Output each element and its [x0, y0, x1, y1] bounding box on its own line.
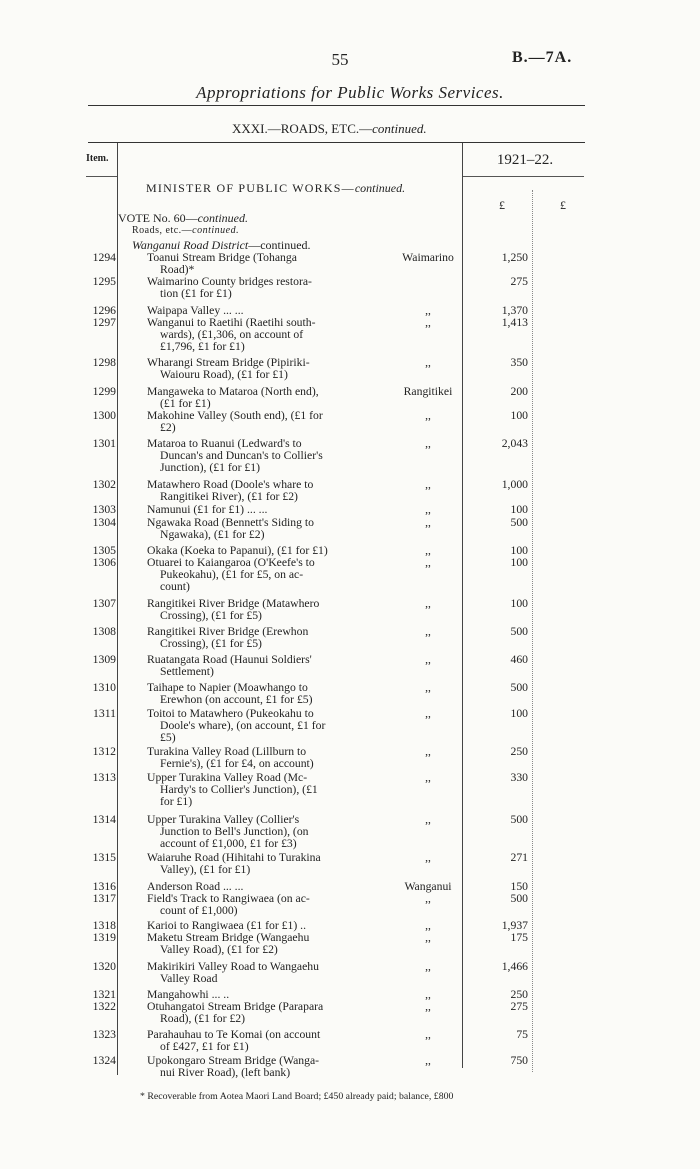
item-amount: 75 [516, 1028, 528, 1041]
item-description [147, 746, 372, 770]
item-amount: 250 [510, 988, 528, 1001]
item-number: 1315 [92, 851, 116, 864]
item-amount: 275 [510, 275, 528, 288]
section-title [232, 121, 427, 137]
item-district: Waimarino [402, 251, 454, 264]
item-description [147, 598, 372, 622]
item-amount: 500 [510, 813, 528, 826]
item-number: 1317 [92, 892, 116, 905]
description-line: Wanganui to Raetihi (Raetihi south- [147, 316, 316, 329]
item-amount: 100 [510, 503, 528, 516]
amount-subcolumn-divider [532, 190, 533, 1072]
item-description [147, 252, 372, 276]
item-number: 1298 [92, 356, 116, 369]
item-district: ,, [425, 745, 431, 758]
description-line: Road), (£1 for £2) [160, 1011, 246, 1025]
item-description [147, 932, 372, 956]
description-line: Waimarino County bridges restora- [147, 275, 312, 288]
item-number: 1313 [92, 771, 116, 784]
item-number: 1299 [92, 385, 116, 398]
currency-symbol-2: £ [560, 198, 566, 212]
description-line: Doole's whare), (on account, £1 for [160, 718, 326, 732]
description-line: Ngawaka), (£1 for £2) [160, 527, 265, 541]
item-number: 1321 [92, 988, 116, 1001]
item-district: ,, [425, 304, 431, 317]
description-line: Upokongaro Stream Bridge (Wanga- [147, 1054, 320, 1067]
item-number: 1302 [92, 478, 116, 491]
section-title-text: XXXI.—ROADS, ETC.— [232, 121, 373, 136]
district-heading-name: Wanganui Road District [132, 238, 249, 252]
item-description [147, 357, 372, 381]
description-line: tion (£1 for £1) [160, 286, 232, 300]
item-column-header: Item. [86, 153, 109, 164]
item-amount: 250 [510, 745, 528, 758]
description-line: Makohine Valley (South end), (£1 for [147, 409, 323, 422]
item-district: ,, [425, 478, 431, 491]
description-line: Wharangi Stream Bridge (Pipiriki- [147, 356, 310, 369]
description-line: Otuarei to Kaiangaroa (O'Keefe's to [147, 556, 315, 569]
item-district: ,, [425, 503, 431, 516]
description-line: Crossing), (£1 for £5) [160, 608, 262, 622]
description-line: Fernie's), (£1 for £4, on account) [160, 756, 314, 770]
item-number: 1301 [92, 437, 116, 450]
item-district: ,, [425, 597, 431, 610]
item-amount: 100 [510, 597, 528, 610]
description-line: count of £1,000) [160, 903, 238, 917]
item-description [147, 386, 372, 410]
item-description [147, 410, 372, 434]
item-number: 1312 [92, 745, 116, 758]
page-title: Appropriations for Public Works Services. [196, 83, 504, 102]
description-line: Crossing), (£1 for £5) [160, 636, 262, 650]
description-line: Ruatangata Road (Haunui Soldiers' [147, 653, 312, 666]
district-heading-continued: —continued. [248, 238, 311, 252]
description-line: Taihape to Napier (Moawhango to [147, 681, 308, 694]
currency-symbol-1: £ [499, 198, 505, 212]
item-amount: 500 [510, 892, 528, 905]
item-description [147, 654, 372, 678]
document-code: B.—7A. [512, 49, 573, 66]
item-district: ,, [425, 1000, 431, 1013]
description-line: Rangitikei River Bridge (Matawhero [147, 597, 320, 610]
item-district: ,, [425, 356, 431, 369]
item-amount: 100 [510, 707, 528, 720]
item-description [147, 317, 372, 352]
description-line: for £1) [160, 794, 193, 808]
item-district: ,, [425, 516, 431, 529]
item-number: 1320 [92, 960, 116, 973]
description-line: Okaka (Koeka to Papanui), (£1 for £1) [147, 544, 328, 557]
year-column-header: 1921–22. [496, 152, 554, 168]
roads-heading-continued: continued. [192, 225, 240, 236]
vote-heading-continued: continued. [197, 211, 248, 225]
item-amount: 460 [510, 653, 528, 666]
description-line: Karioi to Rangiwaea (£1 for £1) .. [147, 919, 307, 932]
description-line: Upper Turakina Valley Road (Mc- [147, 771, 308, 784]
item-amount: 175 [510, 931, 528, 944]
item-amount: 350 [510, 356, 528, 369]
description-line: £2) [160, 420, 176, 434]
vote-heading [118, 211, 248, 226]
item-description [147, 708, 372, 743]
item-amount: 1,937 [501, 919, 528, 932]
description-line: Waipapa Valley ... ... [147, 304, 244, 317]
item-description [147, 961, 372, 985]
item-description [147, 438, 372, 473]
item-description [147, 1029, 372, 1053]
item-amount: 1,466 [501, 960, 528, 973]
item-description [147, 772, 372, 807]
item-amount: 500 [510, 681, 528, 694]
item-district: ,, [425, 892, 431, 905]
page-number: 55 [331, 50, 349, 69]
item-description [147, 479, 372, 503]
item-district: ,, [425, 556, 431, 569]
footnote: * Recoverable from Aotea Maori Land Board; £450 already paid; balance, £800 [140, 1091, 454, 1102]
description-line: Valley Road [160, 971, 218, 985]
description-line: Waiouru Road), (£1 for £1) [160, 367, 288, 381]
item-district: ,, [425, 919, 431, 932]
item-amount: 1,370 [501, 304, 528, 317]
item-district: ,, [425, 813, 431, 826]
description-line: Field's Track to Rangiwaea (on ac- [147, 892, 310, 905]
description-line: account of £1,000, £1 for £3) [160, 836, 297, 850]
item-number: 1307 [92, 597, 116, 610]
item-amount: 100 [510, 556, 528, 569]
item-description [147, 682, 372, 706]
item-description [147, 814, 372, 849]
item-description [147, 504, 372, 516]
item-amount: 100 [510, 544, 528, 557]
item-amount: 500 [510, 625, 528, 638]
item-number: 1308 [92, 625, 116, 638]
item-column-divider [117, 143, 118, 1075]
roads-heading-text: Roads, etc.— [132, 225, 193, 236]
item-district: ,, [425, 771, 431, 784]
description-line: (£1 for £1) [160, 396, 211, 410]
description-line: Mataroa to Ruanui (Ledward's to [147, 437, 302, 450]
item-description [147, 1055, 372, 1079]
item-description [147, 893, 372, 917]
item-district: ,, [425, 1028, 431, 1041]
item-district: ,, [425, 316, 431, 329]
item-number: 1300 [92, 409, 116, 422]
description-line: wards), (£1,306, on account of [160, 327, 304, 341]
description-line: Namunui (£1 for £1) ... ... [147, 503, 268, 516]
item-description [147, 517, 372, 541]
description-line: Settlement) [160, 664, 214, 678]
minister-heading-continued: continued. [354, 181, 406, 195]
description-line: count) [160, 579, 190, 593]
item-amount: 1,000 [501, 478, 528, 491]
item-number: 1306 [92, 556, 116, 569]
item-district: ,, [425, 653, 431, 666]
item-number: 1304 [92, 516, 116, 529]
item-number: 1296 [92, 304, 116, 317]
description-line: Toanui Stream Bridge (Tohanga [147, 251, 297, 264]
description-line: Anderson Road ... ... [147, 880, 244, 893]
item-amount: 330 [510, 771, 528, 784]
roads-heading [132, 225, 239, 236]
description-line: Mangahowhi ... .. [147, 988, 230, 1001]
item-amount: 275 [510, 1000, 528, 1013]
item-number: 1319 [92, 931, 116, 944]
description-line: Waiaruhe Road (Hihitahi to Turakina [147, 851, 321, 864]
description-line: Duncan's and Duncan's to Collier's [160, 448, 323, 462]
item-district: ,, [425, 931, 431, 944]
description-line: Valley), (£1 for £1) [160, 862, 251, 876]
item-number: 1323 [92, 1028, 116, 1041]
item-number: 1294 [92, 251, 116, 264]
description-line: Maketu Stream Bridge (Wangaehu [147, 931, 310, 944]
item-number: 1303 [92, 503, 116, 516]
item-number: 1309 [92, 653, 116, 666]
description-line: Parahauhau to Te Komai (on account [147, 1028, 321, 1041]
description-line: Toitoi to Matawhero (Pukeokahu to [147, 707, 314, 720]
year-header-rule [462, 176, 584, 177]
description-line: Otuhangatoi Stream Bridge (Parapara [147, 1000, 324, 1013]
item-number: 1318 [92, 919, 116, 932]
section-title-continued: continued. [372, 121, 427, 136]
item-number: 1297 [92, 316, 116, 329]
top-rule [88, 105, 585, 106]
item-amount: 150 [510, 880, 528, 893]
item-district: ,, [425, 544, 431, 557]
description-line: of £427, £1 for £1) [160, 1039, 249, 1053]
item-district: ,, [425, 681, 431, 694]
description-line: Ngawaka Road (Bennett's Siding to [147, 516, 315, 529]
description-line: Upper Turakina Valley (Collier's [147, 813, 300, 826]
vote-heading-text: VOTE No. 60— [118, 211, 198, 225]
item-number: 1310 [92, 681, 116, 694]
description-line: nui River Road), (left bank) [160, 1065, 291, 1079]
item-number: 1324 [92, 1054, 116, 1067]
description-line: Pukeokahu), (£1 for £5, on ac- [160, 567, 304, 581]
item-amount: 750 [510, 1054, 528, 1067]
item-district: ,, [425, 1054, 431, 1067]
item-description [147, 852, 372, 876]
item-number: 1305 [92, 544, 116, 557]
item-district: Rangitikei [403, 385, 453, 398]
item-district: ,, [425, 625, 431, 638]
item-number: 1295 [92, 275, 116, 288]
item-amount: 271 [510, 851, 528, 864]
minister-heading-text: MINISTER OF PUBLIC WORKS— [146, 181, 355, 195]
item-description [147, 276, 372, 300]
minister-heading [146, 181, 405, 196]
item-district: ,, [425, 707, 431, 720]
description-line: Rangitikei River Bridge (Erewhon [147, 625, 309, 638]
description-line: Hardy's to Collier's Junction), (£1 [160, 782, 318, 796]
description-line: Valley Road), (£1 for £2) [160, 942, 278, 956]
description-line: Junction), (£1 for £1) [160, 460, 260, 474]
item-description [147, 626, 372, 650]
description-line: Matawhero Road (Doole's whare to [147, 478, 314, 491]
item-number: 1314 [92, 813, 116, 826]
item-description [147, 1001, 372, 1025]
description-line: Rangitikei River), (£1 for £2) [160, 489, 298, 503]
description-line: Road)* [160, 262, 195, 276]
item-amount: 1,250 [501, 251, 528, 264]
item-district: ,, [425, 851, 431, 864]
item-district: Wanganui [404, 880, 452, 893]
description-line: Makirikiri Valley Road to Wangaehu [147, 960, 319, 973]
description-line: £1,796, £1 for £1) [160, 339, 245, 353]
item-header-rule [86, 176, 117, 177]
item-number: 1322 [92, 1000, 116, 1013]
description-line: Mangaweka to Mataroa (North end), [147, 385, 319, 398]
description-line: Erewhon (on account, £1 for £5) [160, 692, 313, 706]
item-description [147, 557, 372, 592]
description-line: Junction to Bell's Junction), (on [160, 824, 309, 838]
item-amount: 2,043 [501, 437, 528, 450]
item-district: ,, [425, 409, 431, 422]
header-rule [88, 142, 585, 143]
item-number: 1316 [92, 880, 116, 893]
item-amount: 500 [510, 516, 528, 529]
item-number: 1311 [93, 707, 116, 720]
description-line: Turakina Valley Road (Lillburn to [147, 745, 307, 758]
description-line: £5) [160, 730, 176, 744]
item-district: ,, [425, 960, 431, 973]
item-district: ,, [425, 437, 431, 450]
item-amount: 100 [510, 409, 528, 422]
item-amount: 200 [510, 385, 528, 398]
item-amount: 1,413 [501, 316, 528, 329]
item-district: ,, [425, 988, 431, 1001]
